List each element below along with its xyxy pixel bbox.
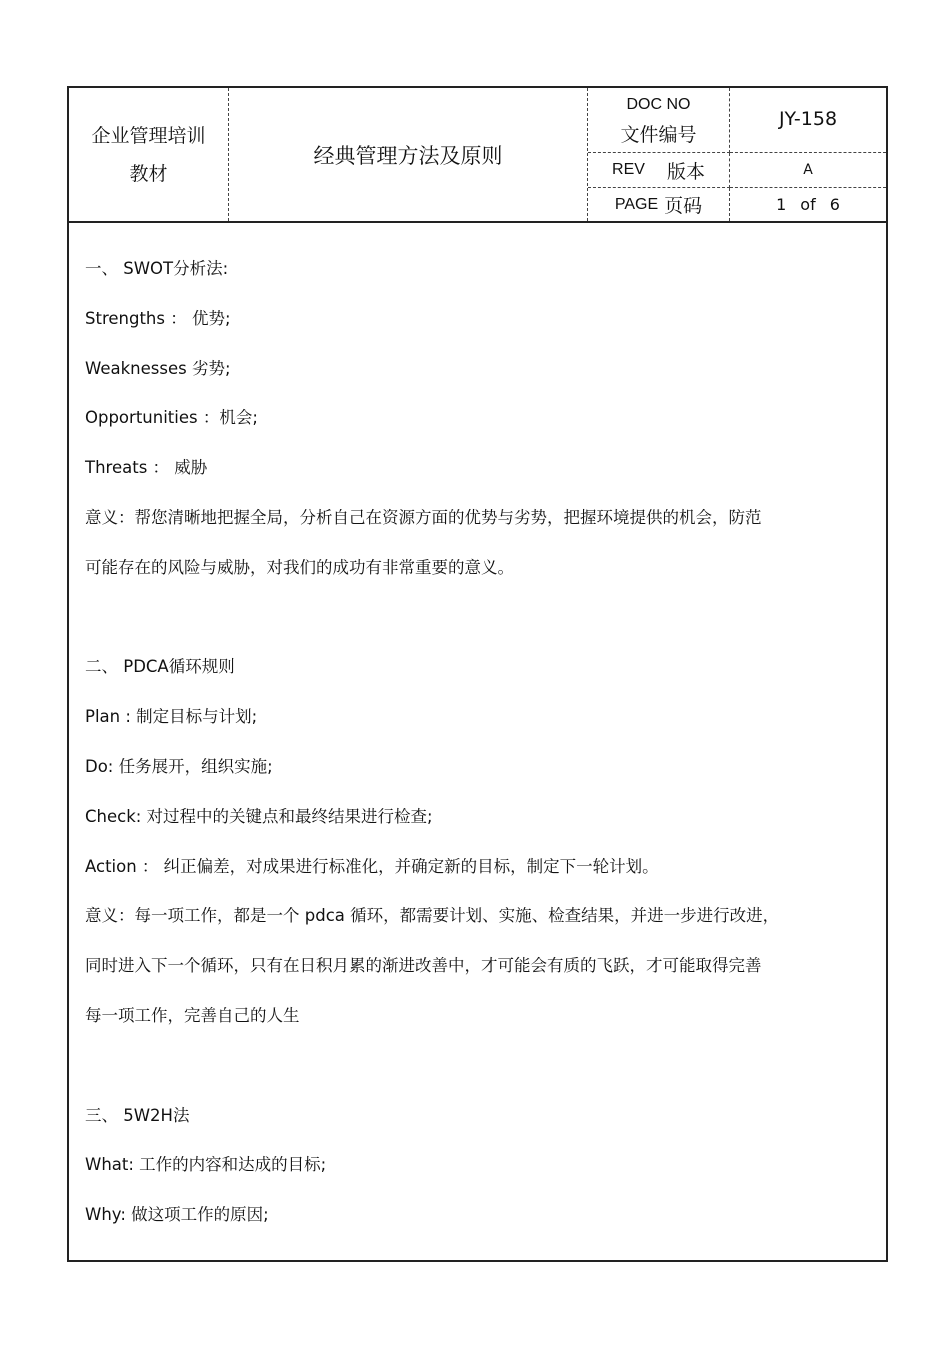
body-line: Opportunities ：机会; [85,408,258,428]
body-line: Why: 做这项工作的原因; [85,1205,269,1225]
page-value-cell [730,188,886,221]
page-current: 1 [776,195,787,214]
section-spacer [85,1041,865,1091]
page-total: 6 [829,195,840,214]
document-header-table [69,88,886,223]
body-line: 意义：每一项工作，都是一个 pdca 循环，都需要计划、实施、检查结果，并进一步进行改进， [85,906,780,926]
rev-label-cell [588,153,730,188]
company-line-2: 教材 [129,162,168,185]
body-line: Strengths ： 优势; [85,308,231,328]
page-label-en: PAGE [614,195,659,213]
doc-no-label-cell [588,88,730,153]
body-line: Plan : 制定目标与计划; [85,707,258,727]
section-spacer [85,593,865,643]
doc-no-label-en: DOC NO [626,96,691,113]
body-line: Do: 任务展开，组织实施; [85,756,273,776]
document-body [85,244,865,1240]
body-line: 可能存在的风险与威胁，对我们的成功有非常重要的意义。 [85,557,514,577]
page-of: of [800,195,816,214]
body-line: Check: 对过程中的关键点和最终结果进行检查; [85,806,433,826]
body-line: What: 工作的内容和达成的目标; [85,1155,327,1175]
body-line: Action ： 纠正偏差，对成果进行标准化，并确定新的目标，制定下一轮计划。 [85,856,659,876]
body-line: 意义：帮您清晰地把握全局，分析自己在资源方面的优势与劣势，把握环境提供的机会，防范 [85,507,762,527]
body-line: 同时进入下一个循环，只有在日积月累的渐进改善中，才可能会有质的飞跃，才可能取得完善 [85,956,762,976]
section-heading: 二、 PDCA循环规则 [85,657,235,677]
document-title: 经典管理方法及原则 [229,88,588,221]
section-heading: 一、 SWOT分析法: [85,259,229,278]
page-label-cell [588,188,730,221]
body-line: 每一项工作，完善自己的人生 [85,1005,300,1025]
page-label-cn: 页码 [664,195,703,217]
company-line-1: 企业管理培训 [91,124,206,147]
body-line: Threats ： 威胁 [85,458,208,478]
rev-label-en: REV [612,161,645,178]
section-heading: 三、 5W2H法 [85,1105,190,1125]
body-line: Weaknesses 劣势; [85,358,231,378]
doc-no-label-cn: 文件编号 [620,124,697,146]
company-cell [69,88,229,221]
rev-label-cn: 版本 [666,160,705,183]
document-frame [67,86,888,1262]
doc-no-value: JY-158 [730,88,886,153]
rev-value: A [730,153,886,188]
